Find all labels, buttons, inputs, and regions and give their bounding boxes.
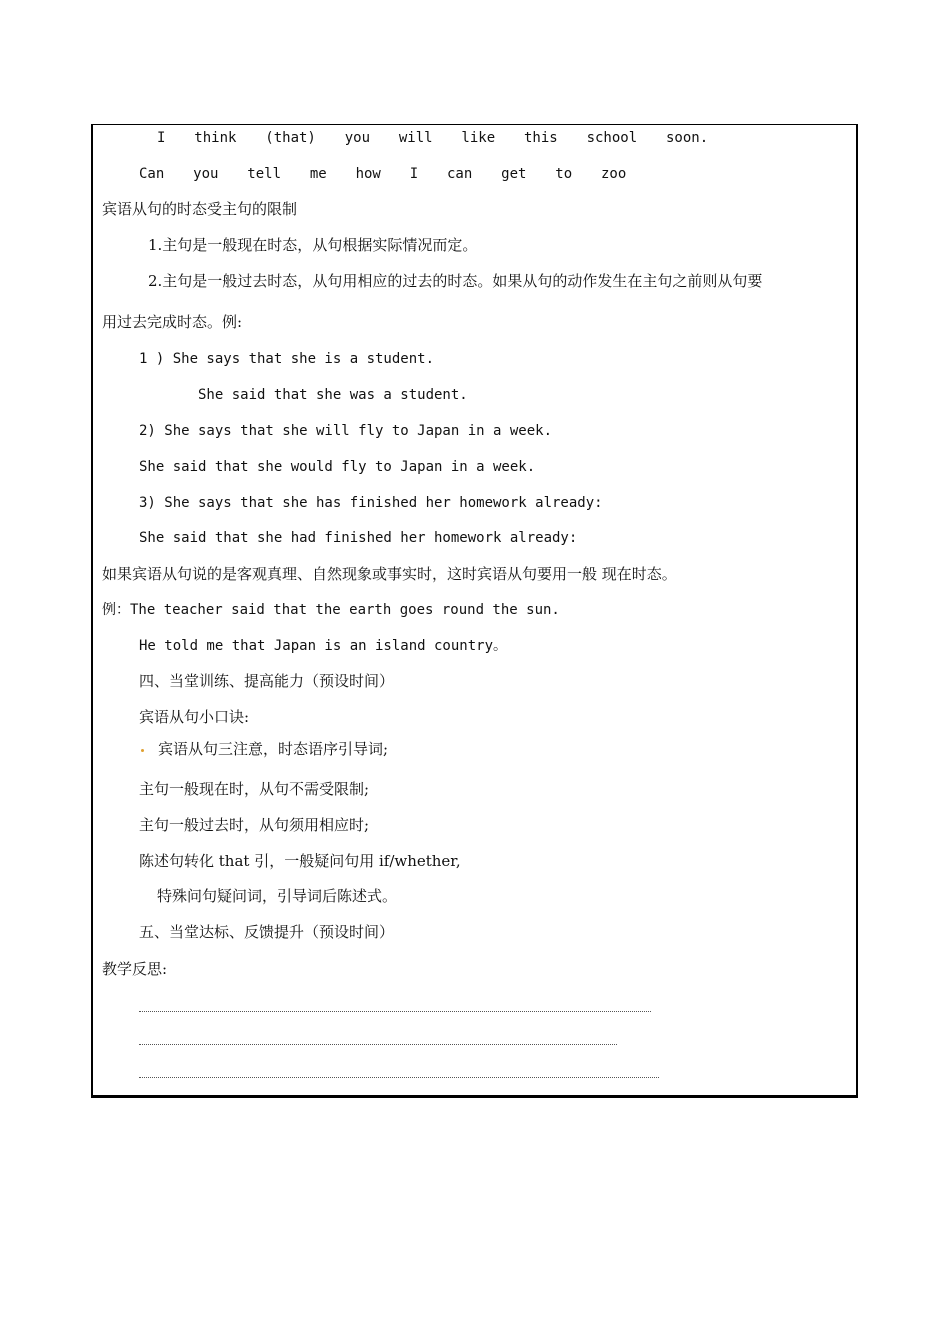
truth-example-2: He told me that Japan is an island country。 (139, 638, 508, 654)
section-five-heading: 五、当堂达标、反馈提升（预设时间） (139, 923, 395, 941)
rule-1: 1.主句是一般现在时态，从句根据实际情况而定。 (148, 236, 478, 254)
rhyme-line-2: 主句一般现在时，从句不需受限制; (139, 780, 370, 798)
example-1-past: She said that she was a student. (198, 387, 468, 403)
rhyme-line-4: 陈述句转化 that 引，一般疑问句用 if/whether, (139, 852, 461, 870)
truth-example-1: 例：The teacher said that the earth goes round the sun. (102, 602, 560, 618)
rhyme-line-3: 主句一般过去时，从句须用相应时; (139, 816, 370, 834)
rhyme-line-5: 特殊问句疑问词，引导词后陈述式。 (157, 887, 398, 905)
reflection-line-3 (139, 1077, 659, 1078)
section-four-heading: 四、当堂训练、提高能力（预设时间） (139, 672, 395, 690)
truth-rule: 如果宾语从句说的是客观真理、自然现象或事实时，这时宾语从句要用一般 现在时态。 (102, 565, 677, 583)
example-3-past: She said that she had finished her homework already: (139, 530, 578, 546)
bullet-mark (141, 749, 144, 752)
reflection-line-1 (139, 1011, 651, 1012)
rule-2-continued: 用过去完成时态。例: (102, 313, 243, 331)
rhyme-heading: 宾语从句小口诀: (139, 708, 250, 726)
example-1-present: 1 ) She says that she is a student. (139, 351, 435, 367)
example-2-past: She said that she would fly to Japan in a week. (139, 459, 536, 475)
rhyme-line-1: 宾语从句三注意，时态语序引导词; (158, 740, 389, 758)
rule-2: 2.主句是一般过去时态，从句用相应的过去的时态。如果从句的动作发生在主句之前则从句要 (148, 272, 763, 290)
example-sentence-1: I think (that) you will like this school soon. (157, 130, 709, 146)
example-3-present: 3) She says that she has finished her homework already: (139, 495, 603, 511)
reflection-line-2 (139, 1044, 617, 1045)
example-2-present: 2) She says that she will fly to Japan in a week. (139, 423, 553, 439)
example-sentence-2: Can you tell me how I can get to zoo (139, 166, 627, 182)
reflection-heading: 教学反思: (102, 960, 168, 978)
section-heading-tense: 宾语从句的时态受主句的限制 (102, 200, 298, 218)
